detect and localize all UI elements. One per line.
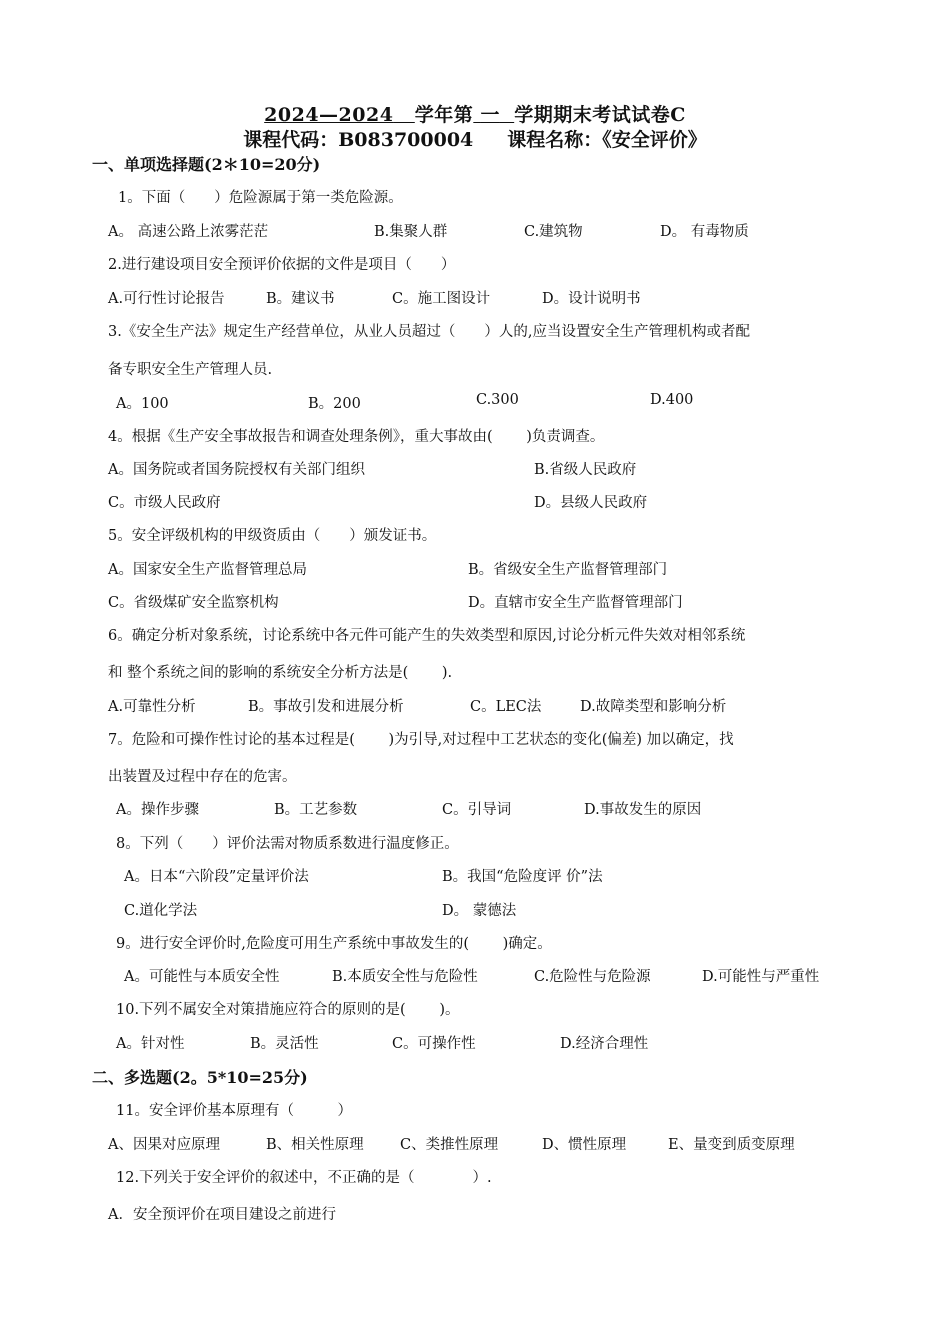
course-info	[0, 125, 950, 152]
question-stem-cont: 出装置及过程中存在的危害。	[108, 769, 297, 785]
option: C、类推性原理	[400, 1137, 499, 1153]
question-stem: 4。根据《生产安全事故报告和调查处理条例》，重大事故由( )负责调查。	[108, 429, 605, 445]
option: B。省级安全生产监督管理部门	[468, 562, 668, 578]
title-suffix: 学期期末考试试卷C	[514, 104, 686, 126]
option: D。县级人民政府	[534, 495, 648, 511]
option: D.事故发生的原因	[584, 802, 702, 818]
option: A。针对性	[116, 1036, 185, 1052]
question-stem-cont: 备专职安全生产管理人员.	[108, 362, 273, 378]
option: A。国家安全生产监督管理总局	[108, 562, 307, 578]
option: D。 有毒物质	[660, 224, 749, 240]
option: C。施工图设计	[392, 291, 491, 307]
option: A。国务院或者国务院授权有关部门组织	[108, 462, 365, 478]
option: B。200	[308, 396, 361, 412]
option: B、相关性原理	[266, 1137, 364, 1153]
question-stem: 10.下列不属安全对策措施应符合的原则的是( )。	[116, 1002, 460, 1018]
option: B。我国“危险度评 价”法	[442, 869, 603, 885]
exam-title	[0, 100, 950, 127]
option: B.集聚人群	[374, 224, 448, 240]
section-title: 一、单项选择题(2＊10=20分)	[92, 155, 321, 174]
option: A、因果对应原理	[108, 1137, 220, 1153]
option: B.本质安全性与危险性	[332, 969, 478, 985]
question-stem-cont: 和 整个系统之间的影响的系统安全分析方法是( ).	[108, 665, 453, 681]
question-stem: 3.《安全生产法》规定生产经营单位，从业人员超过（ ）人的,应当设置安全生产管理机构或者配	[108, 324, 750, 340]
question-stem: 6。确定分析对象系统，讨论系统中各元件可能产生的失效类型和原因,讨论分析元件失效对相邻系统	[108, 628, 746, 644]
question-stem: 7。危险和可操作性讨论的基本过程是( )为引导,对过程中工艺状态的变化(偏差) 加以确定，找	[108, 732, 734, 748]
option: C。引导词	[442, 802, 512, 818]
option: B。建议书	[266, 291, 335, 307]
option: B。事故引发和进展分析	[248, 699, 404, 715]
course-name: 课程名称：《安全评价》	[507, 129, 707, 151]
option: D.400	[650, 392, 694, 408]
option: C。市级人民政府	[108, 495, 221, 511]
option: C.建筑物	[524, 224, 583, 240]
option: D。 蒙德法	[442, 903, 517, 919]
option: C。可操作性	[392, 1036, 476, 1052]
question-stem: 1。下面（ ）危险源属于第一类危险源。	[118, 190, 403, 206]
option: D.经济合理性	[560, 1036, 649, 1052]
option: A。日本“六阶段”定量评价法	[124, 869, 309, 885]
question-stem: 5。安全评级机构的甲级资质由（ ）颁发证书。	[108, 528, 437, 544]
option: C。省级煤矿安全监察机构	[108, 595, 279, 611]
option: D。直辖市安全生产监督管理部门	[468, 595, 683, 611]
option: B。工艺参数	[274, 802, 358, 818]
section-title: 二、多选题(2。5*10=25分)	[92, 1068, 308, 1087]
question-stem: 9。进行安全评价时,危险度可用生产系统中事故发生的( )确定。	[116, 936, 552, 952]
question-stem: 11。安全评价基本原理有（ ）	[116, 1103, 352, 1119]
course-code: 课程代码：B083700004	[243, 129, 474, 151]
option: B.省级人民政府	[534, 462, 637, 478]
option: A．安全预评价在项目建设之前进行	[108, 1207, 336, 1223]
option: D.故障类型和影响分析	[580, 699, 727, 715]
option: C.300	[476, 392, 519, 408]
option: A.可靠性分析	[108, 699, 196, 715]
option: A.可行性讨论报告	[108, 291, 225, 307]
option: A。操作步骤	[116, 802, 199, 818]
option: E、量变到质变原理	[668, 1137, 795, 1153]
option: A。可能性与本质安全性	[124, 969, 280, 985]
option: A。100	[116, 396, 169, 412]
question-stem: 8。下列（ ）评价法需对物质系数进行温度修正。	[116, 836, 459, 852]
option: D.可能性与严重性	[702, 969, 820, 985]
option: B。灵活性	[250, 1036, 319, 1052]
option: C.道化学法	[124, 903, 198, 919]
term-number: 一	[480, 104, 500, 126]
question-stem: 2.进行建设项目安全预评价依据的文件是项目（ ）	[108, 257, 456, 273]
option: C.危险性与危险源	[534, 969, 651, 985]
option: D、惯性原理	[542, 1137, 627, 1153]
option: C。LEC法	[470, 699, 542, 715]
question-stem: 12.下列关于安全评价的叙述中，不正确的是（ ）.	[116, 1170, 492, 1186]
option: D。设计说明书	[542, 291, 641, 307]
academic-year: 2024—2024	[264, 104, 394, 126]
year-sep: 学年第	[414, 104, 474, 126]
option: A。 高速公路上浓雾茫茫	[108, 224, 269, 240]
